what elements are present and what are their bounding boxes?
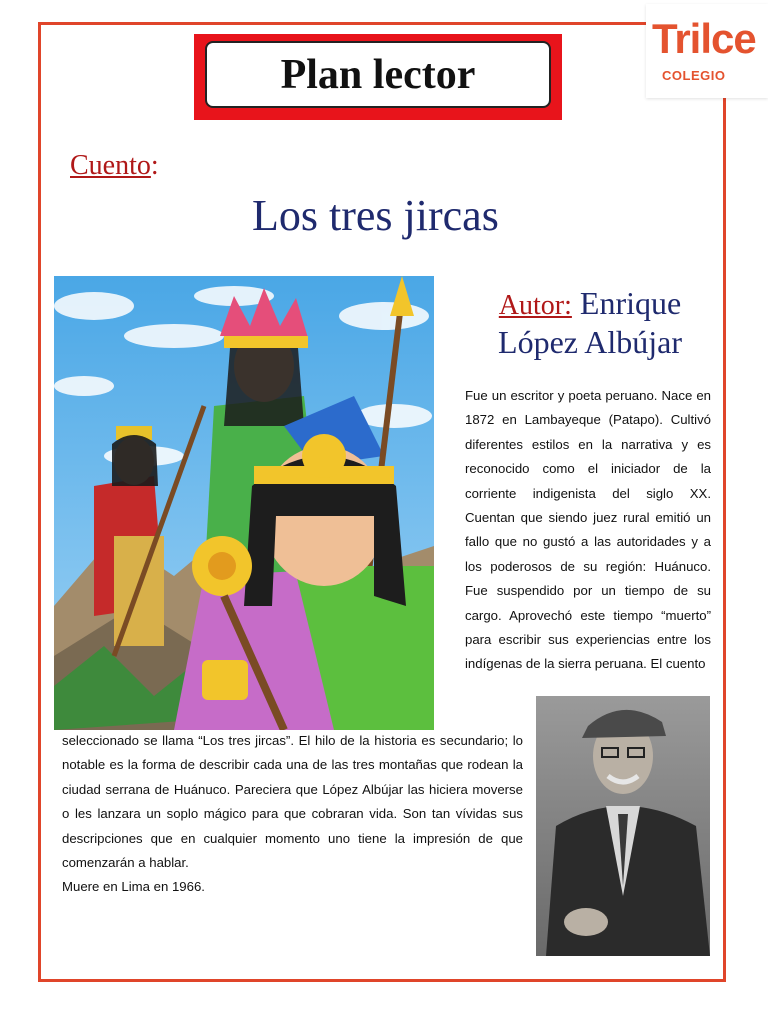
story-title: Los tres jircas	[252, 191, 499, 240]
author-name-last: López Albújar	[498, 323, 682, 360]
author-photo	[536, 696, 710, 956]
title-box	[194, 34, 562, 120]
bio-death: Muere en Lima en 1966.	[62, 879, 205, 895]
story-label: Cuento:	[70, 150, 159, 181]
author-bio-continuation	[62, 729, 523, 900]
page-title: Plan lector	[280, 51, 476, 98]
author-block	[470, 284, 710, 361]
logo-brand: Trilce	[652, 15, 756, 62]
bio-continuation-text: seleccionado se llama “Los tres jircas”. El hilo de la historia es secundario; lo notable es la forma de describir cada una de las tres montañas que rodean la ciudad serrana de Huánuco. Pareciera que López Albújar las hiciera moverse o les lanzara un soplo mágico para que cobraran vida. Son tan vívidas sus descripciones que en cualquier momento uno tiene la impresión de que comenzarán a hablar.	[62, 733, 523, 871]
author-name-first: Enrique	[579, 285, 682, 321]
author-bio: Fue un escritor y poeta peruano. Nace en 1872 en Lambayeque (Patapo). Cultivó diferentes estilos en la narrativa y es reconocido como el iniciador de la corriente indigenista del siglo XX. Cuentan que siendo juez rural emitió un fallo que no gustó a las autoridades y a los poderosos de su región: Huánuco. Fue suspendido por un tiempo de su cargo. Aprovechó este tiempo “muerto” para escribir sus experiencias entre los indígenas de la sierra peruana. El cuento	[465, 388, 711, 672]
logo-subtitle: COLEGIO	[662, 68, 726, 83]
story-illustration	[54, 276, 434, 730]
author-label: Autor:	[498, 290, 572, 321]
trilce-logo	[646, 4, 768, 98]
